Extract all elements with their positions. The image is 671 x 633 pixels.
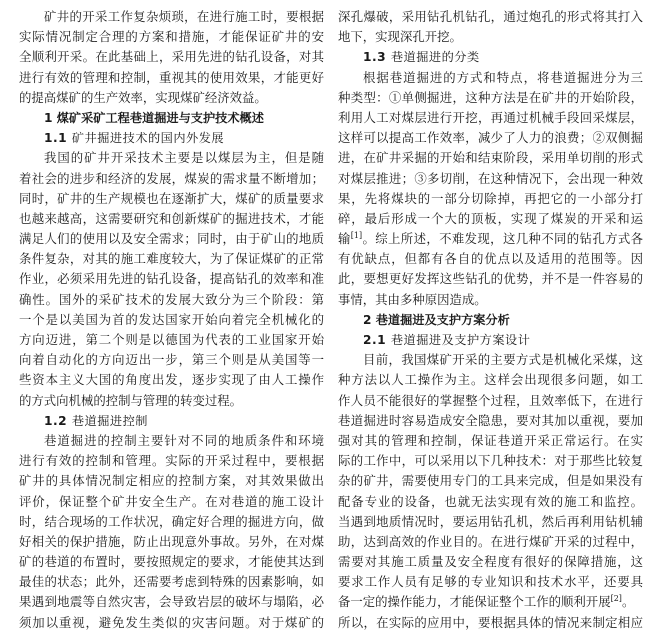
text-line: 果遇到地震等自然灾害，会导致岩层的破坏与塌陷，必	[19, 594, 324, 610]
citation-ref[interactable]: [2]	[610, 594, 622, 604]
text-line: 满足人们的使用以及安全需求；同时，由于矿山的地质	[19, 231, 324, 247]
text-line: 向着自动化的方向迈出一步，第三个则是从美国等一	[19, 352, 324, 368]
text-fragment: 。	[621, 594, 635, 610]
left-column	[19, 7, 324, 633]
text-line: 着社会的进步和经济的发展，煤炭的需求量不断增加；	[19, 170, 324, 186]
text-line: 评价，保证整个矿井安全生产。在对巷道的施工设计	[19, 493, 324, 509]
text-line: 种类型：①单侧掘进，这种方法是在矿井的开始阶段，	[338, 89, 643, 105]
text-line: 此，要想更好发挥这些钻孔的优势，并不是一件容易的	[338, 271, 643, 287]
text-line: 根据巷道掘进的方式和特点，将巷道掘进分为三	[363, 69, 643, 85]
text-line	[338, 592, 643, 612]
section-heading: 2 巷道掘进及支护方案分析	[363, 312, 510, 327]
text-line: 碎，最后形成一个大的顶板，实现了煤炭的开采和运	[338, 210, 643, 226]
text-line: 当遇到地质情况时，要运用钻孔机，然后再利用钻机辅	[338, 513, 643, 529]
text-line: 全顺利开采。在此基础上，采用先进的钻孔设备，对其	[19, 49, 324, 65]
text-fragment: 。综上所述，不难发现，这几种不同的钻孔方式各	[362, 231, 643, 247]
text-line: 的方式向机械的控制与管理的转变过程。	[19, 392, 243, 408]
subsection-number: 1.2	[44, 413, 72, 428]
text-line: 一个是以美国为首的发达国家开始向着完全机械化的	[19, 311, 324, 327]
subsection-title: 巷道掘进控制	[71, 413, 148, 428]
text-line: 巷道掘进时容易造成安全隐患，要对其加以重视，要加	[338, 412, 643, 428]
text-line: 条件复杂，对其的施工难度较大，为了保证煤矿的正常	[19, 251, 324, 267]
subsection-title: 巷道掘进及支护方案设计	[390, 333, 531, 347]
text-line: 助，达到高效的作业目的。在进行煤矿开采的过程中，	[338, 533, 643, 549]
text-line: 好相关的保护措施，防止出现意外事故。另外，在对煤	[19, 533, 324, 549]
text-line: 进，在矿井采掘的开始和结束阶段，采用单切削的形式	[338, 150, 643, 166]
text-line: 进行有效的管理和控制，重视其的使用效果，才能更好	[19, 69, 324, 85]
subsection-heading	[19, 128, 324, 148]
text-line: 对煤层推进；③多切削，在这种情况下，会出现一种效	[338, 170, 643, 186]
citation-ref[interactable]: [1]	[350, 230, 363, 240]
subsection-heading	[338, 330, 643, 350]
text-fragment: 输	[338, 231, 351, 247]
text-line: 深孔爆破，采用钻孔机钻孔，通过炮孔的形式将其打入	[338, 9, 643, 24]
text-line: 际的工作中，可以采用以下几种技术：对于那些比较复	[338, 453, 643, 469]
text-line: 实际情况制定合理的方案和措施，才能保证矿井的安	[19, 29, 324, 45]
section-heading: 1 煤矿采矿工程巷道掘进与支护技术概述	[44, 110, 264, 125]
right-column	[338, 7, 643, 633]
text-line: 杂的矿井，需要使用专门的工具来完成，但是如果没有	[338, 473, 643, 489]
text-line: 最佳的状态；此外，还需要考虑到特殊的因素影响，如	[19, 574, 324, 590]
text-line: 这样可以提高工作效率，减少了人力的浪费；②双侧掘	[338, 130, 643, 146]
text-line	[338, 229, 643, 249]
text-line: 目前，我国煤矿开采的主要方式是机械化采煤，这	[363, 352, 643, 368]
subsection-number: 1.1	[44, 131, 72, 146]
subsection-title: 矿井掘进技术的国内外发展	[71, 131, 225, 146]
text-line: 事情，其由多种原因造成。	[338, 291, 487, 307]
text-line: 作人员不能很好的掌握整个过程，且效率低下，在进行	[338, 392, 643, 408]
subsection-number: 1.3	[363, 50, 391, 65]
text-line: 我国的矿井开采技术主要是以煤层为主，但是随	[44, 150, 324, 166]
text-line: 所以，在实际的应用中，要根据具体的情况来制定相应	[338, 614, 643, 630]
text-line: 也越来越高，这需要研究和创新煤矿的掘进技术，才能	[19, 210, 324, 226]
text-line: 确性。国外的采矿技术的发展大致分为三个阶段：第	[19, 291, 324, 307]
text-line: 有优缺点，但都有各自的优点以及适用的范围等。因	[338, 251, 643, 267]
text-line: 巷道掘进的控制主要针对不同的地质条件和环境	[44, 432, 324, 448]
subsection-title: 巷道掘进的分类	[390, 50, 480, 65]
text-line: 种方法以人工操作为主。这样会出现很多问题，如工	[338, 372, 643, 388]
subsection-heading	[338, 47, 643, 67]
text-line: 同时，矿井的生产规模也在逐渐扩大，煤矿的质量要求	[19, 190, 324, 206]
text-line: 方向迈进，第二个则是以德国为代表的工业国家开始	[19, 332, 324, 347]
text-line: 配备专业的设备，也就无法实现有效的施工和监控。	[338, 493, 643, 509]
subsection-number: 2.1	[363, 333, 391, 347]
text-line: 地下，实现深孔开挖。	[338, 29, 462, 45]
text-line: 些资本主义大国的角度出发，逐步实现了由人工操作	[19, 372, 324, 388]
text-line: 作业，必须采用先进的钻孔设备，提高钻孔的效率和准	[19, 271, 324, 287]
text-line: 要求工作人员有足够的专业知识和技术水平，还要具	[338, 574, 643, 590]
text-line: 须加以重视，避免发生类似的灾害问题。对于煤矿的	[19, 614, 324, 630]
text-line: 需要对其施工质量及安全程度有很好的保障措施，这	[338, 554, 643, 570]
text-line: 矿井的开采工作复杂烦琐，在进行施工时，要根据	[44, 9, 324, 24]
text-line: 强对其的管理和控制，保证巷道开采正常运行。在实	[338, 432, 643, 448]
text-line: 的提高煤矿的生产效率，实现煤矿经济效益。	[19, 89, 267, 105]
text-line: 果，先将煤块的一部分切除掉，再把它的一小部分打	[338, 190, 643, 206]
text-line: 时，结合现场的工作状况，确定好合理的掘进方向，做	[19, 513, 324, 529]
text-line: 矿的巷道的布置时，要按照规定的要求，才能使其达到	[19, 554, 324, 570]
text-line: 进行有效的控制和管理。实际的开采过程中，要根据	[19, 453, 324, 469]
text-line: 利用人工对煤层进行开挖，再通过机械手段回采煤层，	[338, 109, 643, 125]
text-fragment: 备一定的操作能力，才能保证整个工作的顺利开展	[338, 594, 611, 610]
text-line: 矿井的具体情况制定相应的控制方案，对其效果做出	[19, 473, 324, 489]
subsection-heading	[19, 411, 324, 431]
